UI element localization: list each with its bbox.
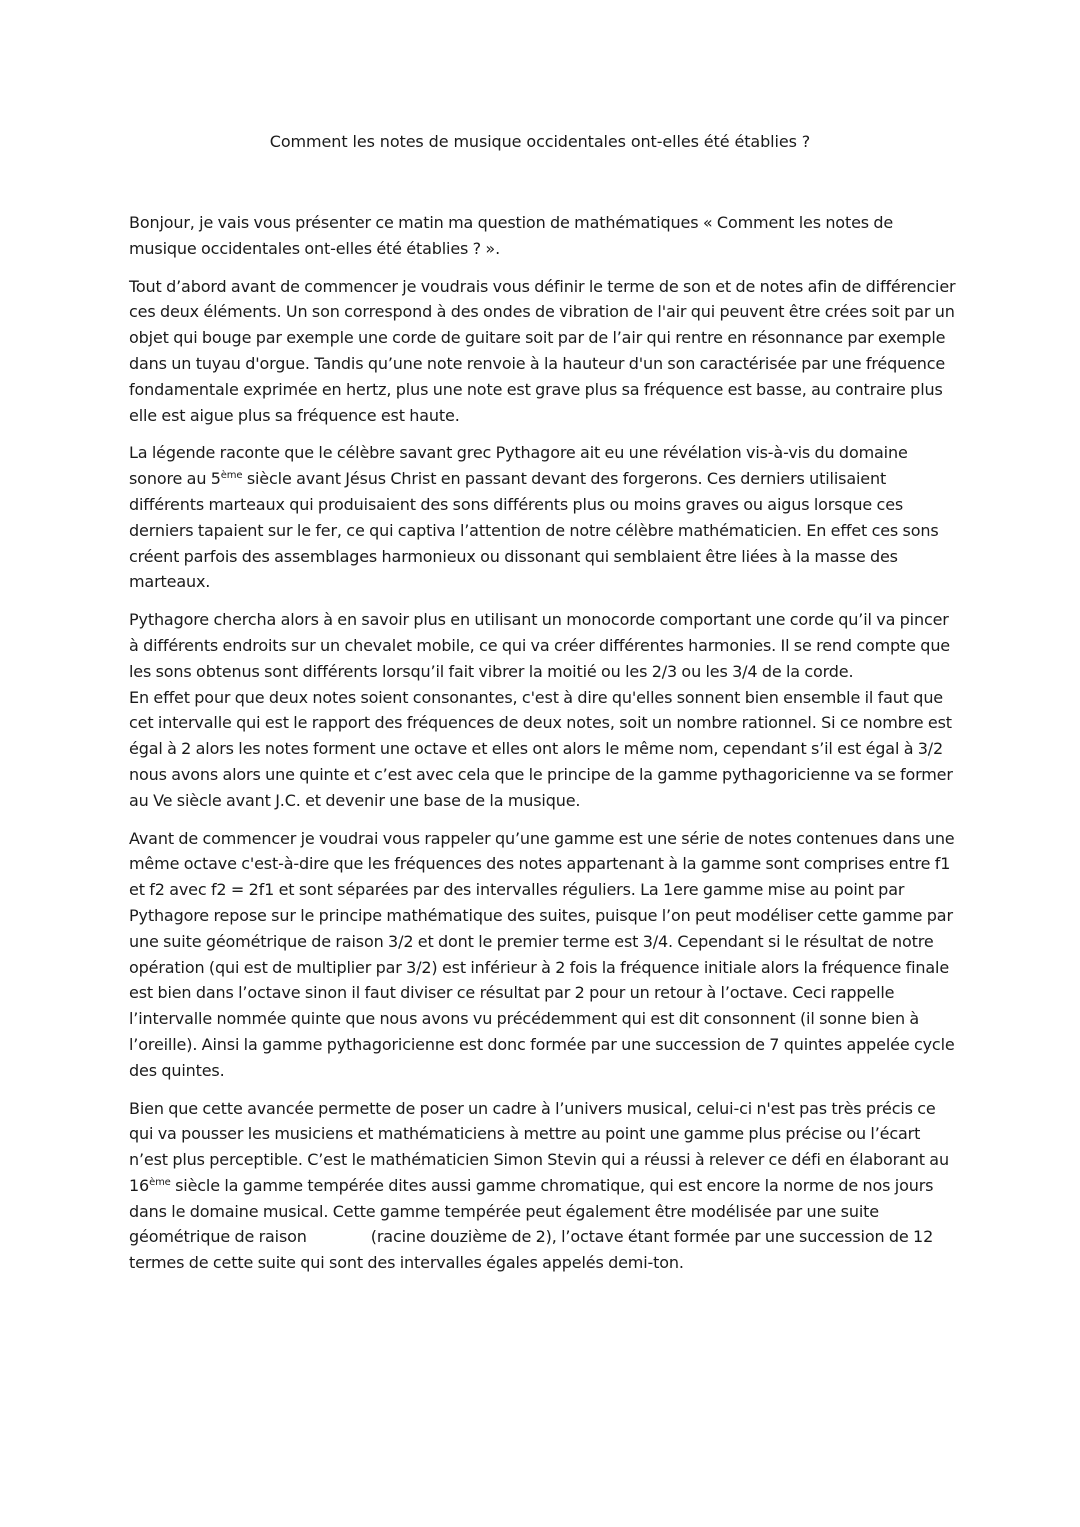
document-body: [129, 210, 959, 1288]
paragraph-son-et-notes: Tout d’abord avant de commencer je voudrais vous définir le terme de son et de notes afin de différencier ces deux éléments. Un son correspond à des ondes de vibration de l'air qui peuvent être crées soit par un objet qui bouge par exemple une corde de guitare soit par de l’air qui rentre en résonnance par exemple dans un tuyau d'orgue. Tandis qu’une note renvoie à la hauteur d'un son caractérisée par une fréquence fondamentale exprimée en hertz, plus une note est grave plus sa fréquence est basse, au contraire plus elle est aigue plus sa fréquence est haute.: [129, 276, 956, 425]
paragraph-monocorde: Pythagore chercha alors à en savoir plus en utilisant un monocorde comportant une corde qu’il va pincer à différents endroits sur un chevalet mobile, ce qui va créer différentes harmonies. Il se rend compte que les sons obtenus sont différents lorsqu’il fait vibrer la moitié ou les 2/3 ou les 3/4 de la corde.: [129, 610, 950, 681]
paragraph-legende-pythagore: [129, 440, 959, 595]
paragraph-text: La légende raconte que le célèbre savant grec Pythagore ait eu une révélation vis-à-vis du domaine sonore au 5: [129, 443, 908, 489]
paragraph-text: Bien que cette avancée permette de poser un cadre à l’univers musical, celui-ci n'est pas très précis ce qui va pousser les musiciens et mathématiciens à mettre au point une gamme plus précise ou l’écart n’est plus perceptible. C’est le mathématicien Simon Stevin qui a réussi à relever ce défi en élaborant au 16: [129, 1098, 949, 1195]
paragraph-gamme-pythagoricienne: Avant de commencer je voudrai vous rappeler qu’une gamme est une série de notes contenues dans une même octave c'est-à-dire que les fréquences des notes appartenant à la gamme sont comprises entre f1 et f2 avec f2 = 2f1 et sont séparées par des intervalles réguliers. La 1ere gamme mise au point par Pythagore repose sur le principe mathématique des suites, puisque l’on peut modéliser cette gamme par une suite géométrique de raison 3/2 et dont le premier terme est 3/4. Cependant si le résultat de notre opération (qui est de multiplier par 3/2) est inférieur à 2 fois la fréquence initiale alors la fréquence finale est bien dans l’octave sinon il faut diviser ce résultat par 2 pour un retour à l’octave. Ceci rappelle l’intervalle nommée quinte que nous avons vu précédemment qui est dit consonnent (il sonne bien à l’oreille). Ainsi la gamme pythagoricienne est donc formée par une succession de 7 quintes appelée cycle des quintes.: [129, 828, 955, 1080]
paragraph-intro: Bonjour, je vais vous présenter ce matin ma question de mathématiques « Comment les notes de musique occidentales ont-elles été établies ? ».: [129, 213, 894, 258]
superscript-ordinal: ème: [149, 1176, 171, 1188]
superscript-ordinal: ème: [220, 470, 243, 482]
paragraph-text: siècle avant Jésus Christ en passant devant des forgerons. Ces derniers utilisaient différents marteaux qui produisaient des sons différents plus ou moins graves ou aigus lorsque ces derniers tapaient sur le fer, ce qui captiva l’attention de notre célèbre mathématicien. En effet ces sons créent parfois des assemblages harmonieux ou dissonant qui semblaient être liées à la masse des marteaux.: [129, 469, 939, 592]
paragraph-text: siècle la gamme tempérée dites aussi gamme chromatique, qui est encore la norme de nos jours dans le domaine musical. Cette gamme tempérée peut également être modélisée par une suite géométrique de raison: [129, 1175, 934, 1247]
paragraph-consonance: En effet pour que deux notes soient consonantes, c'est à dire qu'elles sonnent bien ensemble il faut que cet intervalle qui est le rapport des fréquences de deux notes, soit un nombre rationnel. Si ce nombre est égal à 2 alors les notes forment une octave et elles ont alors le même nom, cependant s’il est égal à 3/2 nous avons alors une quinte et c’est avec cela que le principe de la gamme pythagoricienne va se former au Ve siècle avant J.C. et devenir une base de la musique.: [129, 687, 953, 810]
paragraph-gamme-temperee: [129, 1096, 959, 1277]
paragraph-text: (racine douzième de 2), l’octave étant formée par une succession de 12 termes de cette suite qui sont des intervalles égales appelés demi-ton.: [129, 1227, 934, 1273]
document-title: Comment les notes de musique occidentales ont-elles été établies ?: [269, 132, 811, 151]
